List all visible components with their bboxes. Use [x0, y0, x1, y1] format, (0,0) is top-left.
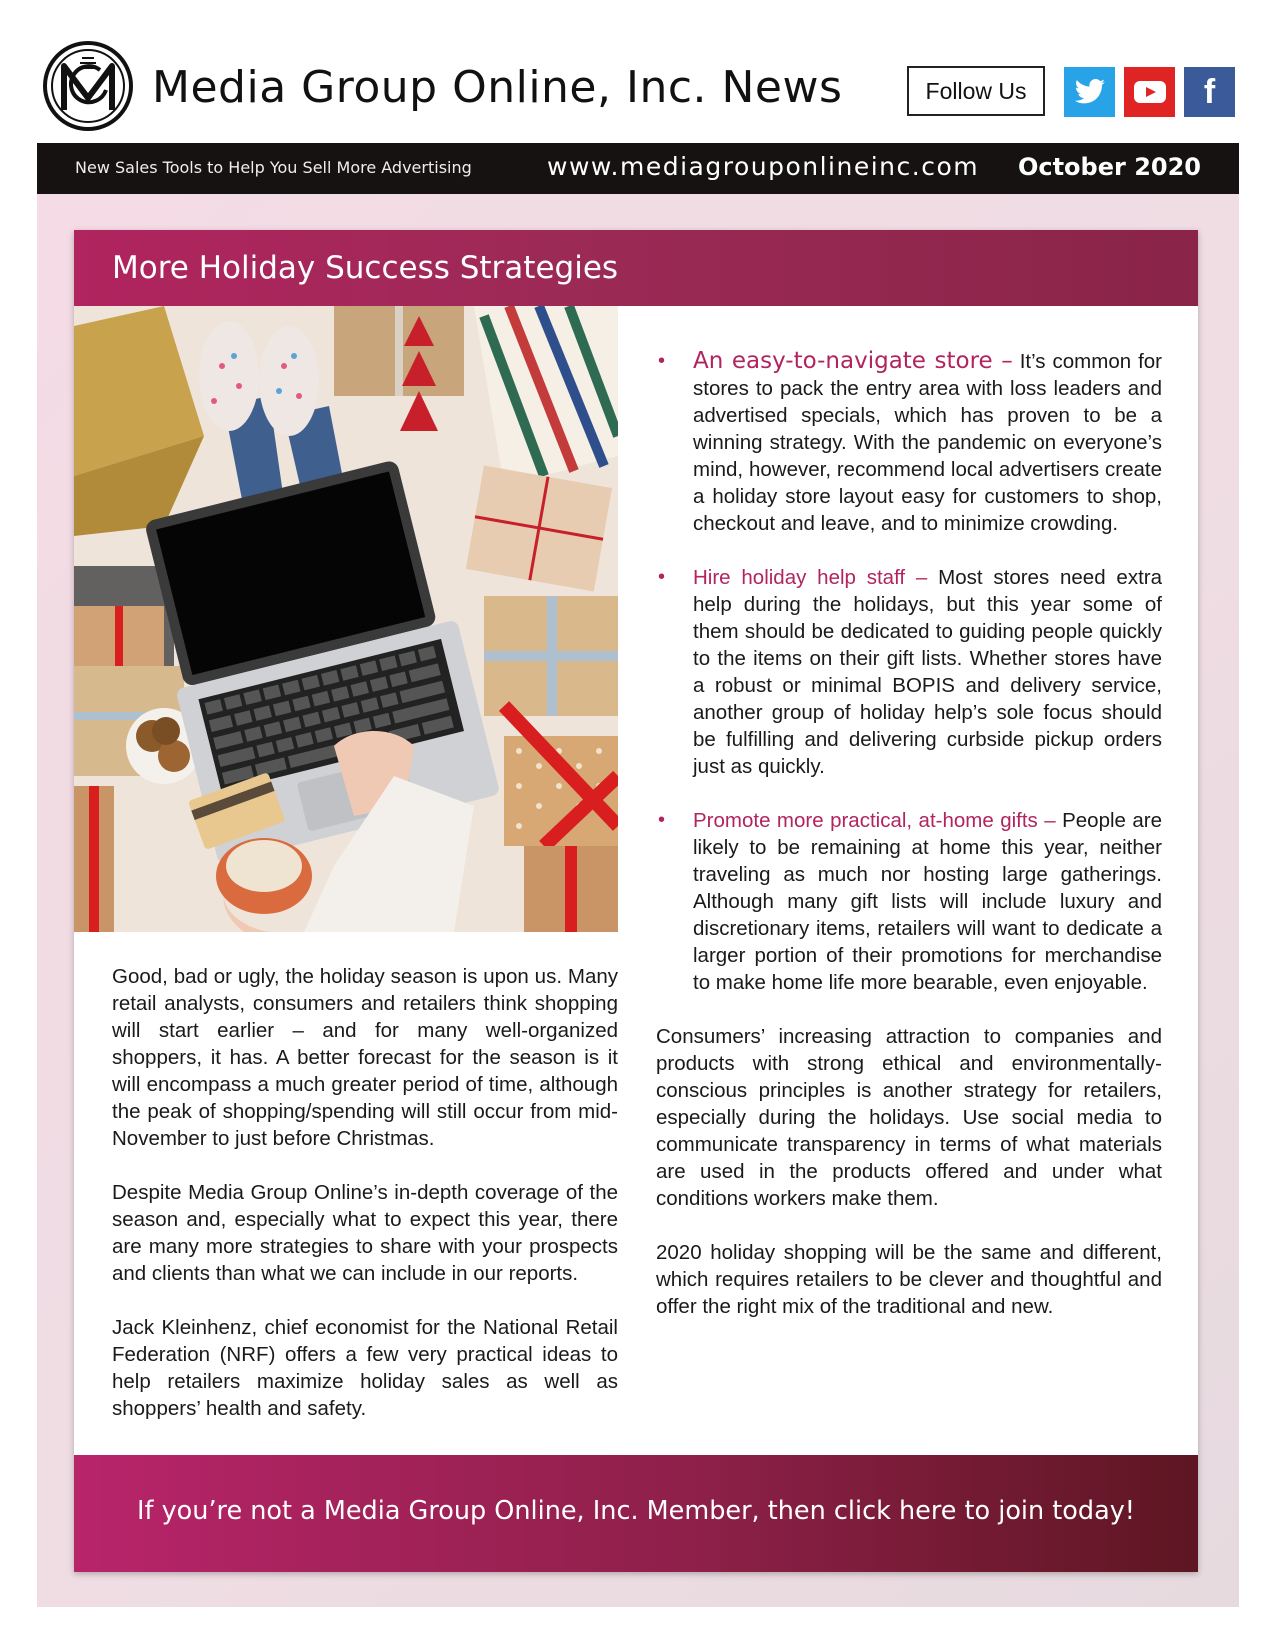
- bullet-easy-store: [656, 348, 1162, 537]
- bullet-heading: An easy-to-navigate store –: [693, 348, 1013, 374]
- join-cta-banner[interactable]: [74, 1455, 1198, 1572]
- bullet-marker: •: [658, 809, 666, 831]
- article-photo: [74, 306, 618, 932]
- coverage-paragraph: Despite Media Group Online’s in-depth coverage of the season and, especially what to expect this year, there are many more strategies to share with your prospects and clients than what we can include in our reports.: [112, 1181, 618, 1285]
- issue-date: October 2020: [1017, 153, 1201, 181]
- tagline: New Sales Tools to Help You Sell More Advertising: [75, 158, 472, 177]
- facebook-link[interactable]: [1184, 67, 1235, 117]
- youtube-icon: [1132, 78, 1168, 106]
- header-info-bar: [37, 143, 1239, 194]
- bullet-marker: •: [658, 350, 666, 372]
- article-right-column: [656, 348, 1162, 1347]
- twitter-link[interactable]: [1064, 67, 1115, 117]
- company-logo: [42, 40, 134, 132]
- article-title-bar: [74, 230, 1198, 306]
- follow-us-button[interactable]: Follow Us: [907, 66, 1045, 116]
- bullet-text: Most stores need extra help during the holidays, but this year some of them should be dedicated to guiding people quickly to the items on their gift lists. Whether stores have a robust or minimal BOPIS and delivery service, another group of holiday help’s sole focus should be fulfilling and delivering curbside pickup orders just as quickly.: [693, 566, 1162, 778]
- article-card: [74, 230, 1198, 1572]
- website-url[interactable]: www.mediagrouponlineinc.com: [547, 152, 980, 181]
- nrf-paragraph: Jack Kleinhenz, chief economist for the National Retail Federation (NRF) offers a few very practical ideas to help retailers maximize holiday sales as well as shoppers’ health and safety.: [112, 1316, 618, 1420]
- bullet-heading: Hire holiday help staff –: [693, 566, 928, 589]
- bullet-heading: Promote more practical, at-home gifts –: [693, 809, 1056, 832]
- bullet-text: It’s common for stores to pack the entry area with loss leaders and advertised specials, which has proven to be a winning strategy. With the pandemic on everyone’s mind, however, recommend local advertisers create a holiday store layout easy for customers to shop, checkout and leave, and to minimize crowding.: [693, 350, 1162, 535]
- twitter-icon: [1074, 78, 1106, 106]
- ethical-paragraph: Consumers’ increasing attraction to companies and products with strong ethical and environmentally-conscious principles is another strategy for retailers, especially during the holidays. Use social media to communicate transparency in terms of what materials are used in the products offered and under what conditions workers make them.: [656, 1025, 1162, 1210]
- article-title: More Holiday Success Strategies: [112, 250, 619, 286]
- bullet-text: People are likely to be remaining at home this year, neither traveling as much nor hosting large gatherings. Although many gift lists will include luxury and discretionary items, retailers will want to dedicate a larger portion of their promotions for merchandise to make home life more bearable, even enjoyable.: [693, 809, 1162, 994]
- bullet-marker: •: [658, 566, 666, 588]
- intro-paragraph: Good, bad or ugly, the holiday season is upon us. Many retail analysts, consumers and retailers think shopping will start earlier – and for many well-organized shoppers, it has. A better forecast for the season is it will encompass a much greater period of time, although the peak of shopping/spending will still occur from mid-November to just before Christmas.: [112, 965, 618, 1150]
- join-cta-text[interactable]: If you’re not a Media Group Online, Inc. Member, then click here to join today!: [136, 1496, 1136, 1526]
- bullet-holiday-staff: [656, 564, 1162, 780]
- closing-paragraph: 2020 holiday shopping will be the same and different, which requires retailers to be clever and thoughtful and offer the right mix of the traditional and new.: [656, 1241, 1162, 1318]
- bullet-at-home-gifts: [656, 807, 1162, 996]
- facebook-icon: f: [1203, 72, 1216, 111]
- article-left-column: [112, 963, 618, 1449]
- youtube-link[interactable]: [1124, 67, 1175, 117]
- newsletter-title: Media Group Online, Inc. News: [152, 62, 843, 113]
